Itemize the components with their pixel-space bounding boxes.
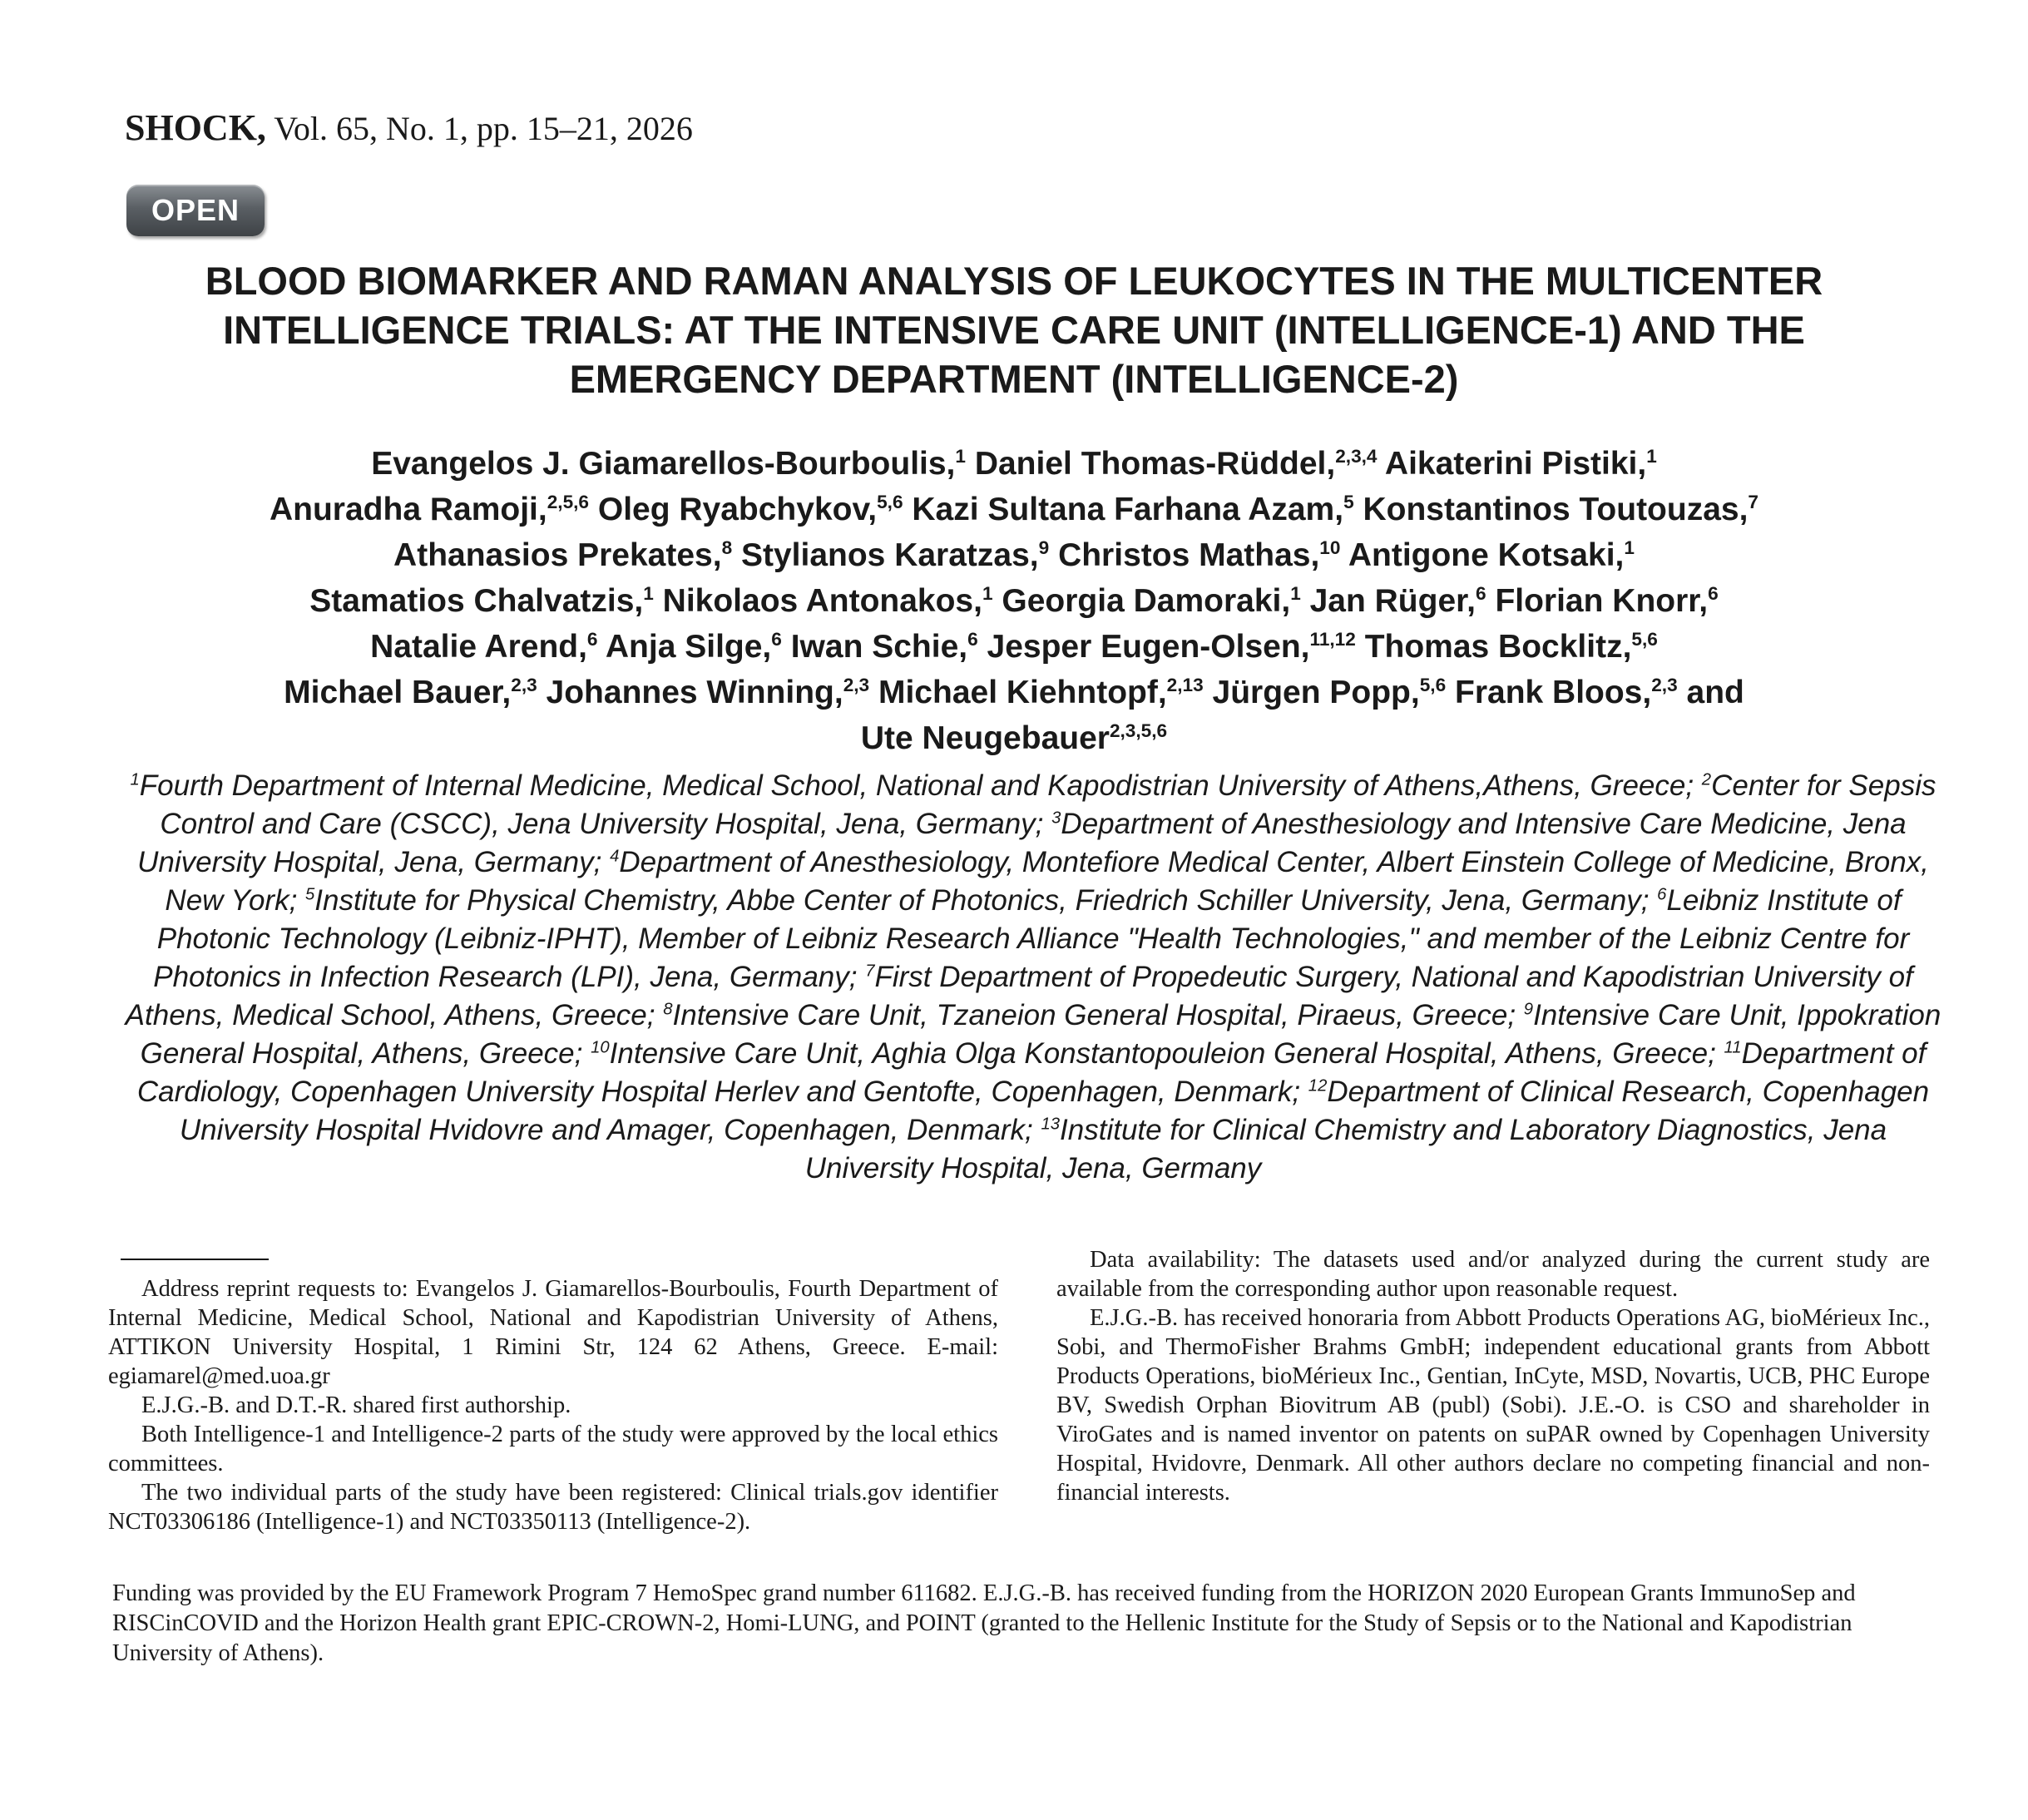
affiliation-list — [125, 767, 1941, 1188]
affiliation-text: Department of Cardiology, Copenhagen University Hospital Herlev and Gentofte, Copenhagen, Denmark; — [136, 1037, 1927, 1108]
author-affiliation-marker: 6 — [1476, 582, 1486, 604]
reprint-address-note: Address reprint requests to: Evangelos J. Giamarellos-Bourboulis, Fourth Department of Internal Medicine, Medical School, National and Kapodistrian University of Athens, ATTIKON University Hospital, 1 Rimini Str, 124 62 Athens, Greece. E-mail: egiamarel@med.uoa.gr — [108, 1276, 998, 1389]
affiliation-marker: 13 — [1041, 1115, 1061, 1134]
author-affiliation-marker: 2,3 — [1651, 674, 1678, 695]
author-affiliation-marker: 7 — [1748, 491, 1758, 512]
author-name: Iwan Schie,$^6$ — [790, 628, 978, 665]
author-affiliation-marker: 5 — [1343, 491, 1354, 512]
author-affiliation-marker: 2,3 — [511, 674, 537, 695]
author-affiliation-marker: 2,13 — [1166, 674, 1204, 695]
author-affiliation-marker: 6 — [771, 628, 782, 650]
affiliation-text: Leibniz Institute of Photonic Technology (Leibniz-IPHT), Member of Leibniz Research Alliance "Health Technologies," and member of the Leibniz Centre for Photonics in Infection Research (LPI), Jena, Germany; — [153, 884, 1910, 993]
author-name: Frank Bloos,$^{2,3}$ — [1455, 674, 1678, 710]
author-affiliation-marker: 1 — [1290, 582, 1301, 604]
author-name: Jesper Eugen-Olsen,$^{11,12}$ — [987, 628, 1356, 665]
affiliation-text: Fourth Department of Internal Medicine, Medical School, National and Kapodistrian University of Athens,Athens, Greece; — [139, 769, 1702, 802]
article-title: BLOOD BIOMARKER AND RAMAN ANALYSIS OF LEUKOCYTES IN THE MULTICENTER INTELLIGENCE TRIALS: AT THE INTENSIVE CARE UNIT (INTELLIGENCE-1) AND THE EMERGENCY DEPARTMENT (INTELLIGENCE-2) — [205, 259, 1823, 401]
author-affiliation-marker: 5,6 — [877, 491, 903, 512]
author-list — [125, 441, 1903, 761]
author-name: Ute Neugebauer$^{2,3,5,6}$ — [860, 720, 1168, 756]
affiliation-text: Center for Sepsis Control and Care (CSCC), Jena University Hospital, Jena, Germany; — [160, 769, 1936, 840]
author-name: Anja Silge,$^6$ — [605, 628, 782, 665]
shared-authorship-note: E.J.G.-B. and D.T.-R. shared first authorship. — [141, 1392, 571, 1418]
author-affiliation-marker: 8 — [721, 537, 733, 558]
author-affiliation-marker: 11,12 — [1309, 628, 1356, 650]
affiliation-marker: 8 — [663, 1000, 673, 1019]
author-name: Georgia Damoraki,$^1$ — [1002, 582, 1301, 619]
author-affiliation-marker: 5,6 — [1631, 628, 1658, 650]
author-name: Oleg Ryabchykov,$^{5,6}$ — [597, 491, 903, 527]
author-affiliation-marker: 6 — [967, 628, 978, 650]
author-name: Michael Bauer,$^{2,3}$ — [284, 674, 537, 710]
affiliation-text: Intensive Care Unit, Ippokration General Hospital, Athens, Greece; — [140, 999, 1941, 1070]
author-name: Evangelos J. Giamarellos-Bourboulis,$^1$ — [371, 445, 966, 482]
author-name: Aikaterini Pistiki,$^1$ — [1384, 445, 1657, 482]
author-name: Nikolaos Antonakos,$^1$ — [662, 582, 993, 619]
author-name: Florian Knorr,$^6$ — [1495, 582, 1719, 619]
author-affiliation-marker: 1 — [982, 582, 993, 604]
author-name: Jürgen Popp,$^{5,6}$ — [1212, 674, 1447, 710]
affiliation-text: Department of Anesthesiology and Intensive Care Medicine, Jena University Hospital, Jena, Germany; — [137, 808, 1907, 878]
author-affiliation-marker: 2,3,5,6 — [1109, 720, 1168, 741]
journal-citation — [125, 106, 693, 149]
affiliation-marker: 11 — [1724, 1038, 1742, 1057]
affiliation-marker: 6 — [1657, 885, 1667, 904]
author-affiliation-marker: 6 — [586, 628, 598, 650]
author-name: Kazi Sultana Farhana Azam,$^5$ — [912, 491, 1354, 527]
ethics-approval-note: Both Intelligence-1 and Intelligence-2 parts of the study were approved by the local ethics committees. — [108, 1422, 998, 1476]
affiliation-text: Department of Anesthesiology, Montefiore Medical Center, Albert Einstein College of Medicine, Bronx, New York; — [165, 846, 1929, 917]
affiliation-marker: 12 — [1308, 1076, 1328, 1095]
author-affiliation-marker: 2,3 — [843, 674, 870, 695]
affiliation-marker: 2 — [1701, 770, 1712, 789]
author-name: Christos Mathas,$^{10}$ — [1058, 537, 1341, 573]
affiliation-text: First Department of Propedeutic Surgery, National and Kapodistrian University of Athens, Medical School, Athens, Greece; — [125, 961, 1913, 1031]
open-access-badge: OPEN — [126, 185, 265, 236]
author-affiliation-marker: 1 — [1624, 537, 1635, 558]
data-availability-note: Data availability: The datasets used and/or analyzed during the current study are available from the corresponding author upon reasonable request. — [1056, 1247, 1930, 1302]
journal-name: SHOCK, — [125, 107, 266, 148]
author-affiliation-marker: 1 — [955, 445, 966, 467]
author-affiliation-marker: 9 — [1038, 537, 1050, 558]
author-name: Johannes Winning,$^{2,3}$ — [546, 674, 870, 710]
footnote-divider — [121, 1259, 269, 1260]
affiliation-text: Intensive Care Unit, Tzaneion General Hospital, Piraeus, Greece; — [672, 999, 1524, 1031]
author-name: Stamatios Chalvatzis,$^1$ — [309, 582, 654, 619]
affiliation-text: Department of Clinical Research, Copenhagen University Hospital Hvidovre and Amager, Copenhagen, Denmark; — [179, 1076, 1930, 1146]
author-name: and — [1686, 675, 1744, 710]
affiliation-marker: 7 — [865, 962, 875, 981]
affiliation-text: Institute for Clinical Chemistry and Laboratory Diagnostics, Jena University Hospital, Jena, Germany — [804, 1114, 1887, 1184]
author-affiliation-marker: 1 — [1646, 445, 1657, 467]
author-name: Antigone Kotsaki,$^1$ — [1348, 537, 1635, 573]
footnotes-left-column — [108, 1274, 998, 1536]
author-name: Daniel Thomas-Rüddel,$^{2,3,4}$ — [974, 445, 1378, 482]
author-name: Thomas Bocklitz,$^{5,6}$ — [1364, 628, 1658, 665]
author-name: Jan Rüger,$^6$ — [1309, 582, 1486, 619]
author-name: Michael Kiehntopf,$^{2,13}$ — [878, 674, 1204, 710]
author-name: Stylianos Karatzas,$^9$ — [740, 537, 1050, 573]
affiliation-text: Institute for Physical Chemistry, Abbe Center of Photonics, Friedrich Schiller University, Jena, Germany; — [314, 884, 1658, 917]
author-name: Athanasios Prekates,$^8$ — [393, 537, 733, 573]
citation-details: Vol. 65, No. 1, pp. 15–21, 2026 — [265, 110, 693, 147]
author-affiliation-marker: 1 — [643, 582, 654, 604]
author-affiliation-marker: 2,5,6 — [547, 491, 590, 512]
author-name: Anuradha Ramoji,$^{2,5,6}$ — [270, 491, 590, 527]
author-affiliation-marker: 2,3,4 — [1335, 445, 1378, 467]
author-affiliation-marker: 5,6 — [1419, 674, 1447, 695]
trial-registration-note: The two individual parts of the study have been registered: Clinical trials.gov identifier NCT03306186 (Intelligence-1) and NCT03350113 (Intelligence-2). — [108, 1480, 998, 1535]
affiliation-marker: 9 — [1523, 1000, 1534, 1019]
affiliation-marker: 1 — [130, 770, 140, 789]
affiliation-marker: 4 — [610, 847, 620, 866]
author-name: Konstantinos Toutouzas,$^7$ — [1363, 491, 1758, 527]
competing-interests-note: E.J.G.-B. has received honoraria from Abbott Products Operations AG, bioMérieux Inc., Sobi, and ThermoFisher Brahms GmbH; independent educational grants from Abbott Products Operations, bioMérieux Inc., Gentian, InCyte, MSD, Novartis, UCB, PHC Europe BV, Swedish Orphan Biovitrum AB (publ) (Sobi). J.E.-O. is CSO and shareholder in ViroGates and is named inventor on patents on suPAR owned by Copenhagen University Hospital, Hvidovre, Denmark. All other authors declare no competing financial and non-financial interests. — [1056, 1305, 1930, 1506]
author-affiliation-marker: 10 — [1319, 537, 1341, 558]
affiliation-text: Intensive Care Unit, Aghia Olga Konstantopouleion General Hospital, Athens, Greece; — [609, 1037, 1724, 1070]
footnotes-right-column — [1056, 1245, 1930, 1507]
affiliation-marker: 10 — [591, 1038, 610, 1057]
funding-statement: Funding was provided by the EU Framework Program 7 HemoSpec grand number 611682. E.J.G.-B. has received funding from the HORIZON 2020 European Grants ImmunoSep and RISCinCOVID and the Horizon Health grant EPIC-CROWN-2, Homi-LUNG, and POINT (granted to the Hellenic Institute for the Study of Sepsis or to the National and Kapodistrian University of Athens). — [112, 1580, 1856, 1666]
author-name: Natalie Arend,$^6$ — [370, 628, 598, 665]
affiliation-marker: 3 — [1051, 809, 1061, 828]
affiliation-marker: 5 — [305, 885, 315, 904]
author-affiliation-marker: 6 — [1708, 582, 1719, 604]
